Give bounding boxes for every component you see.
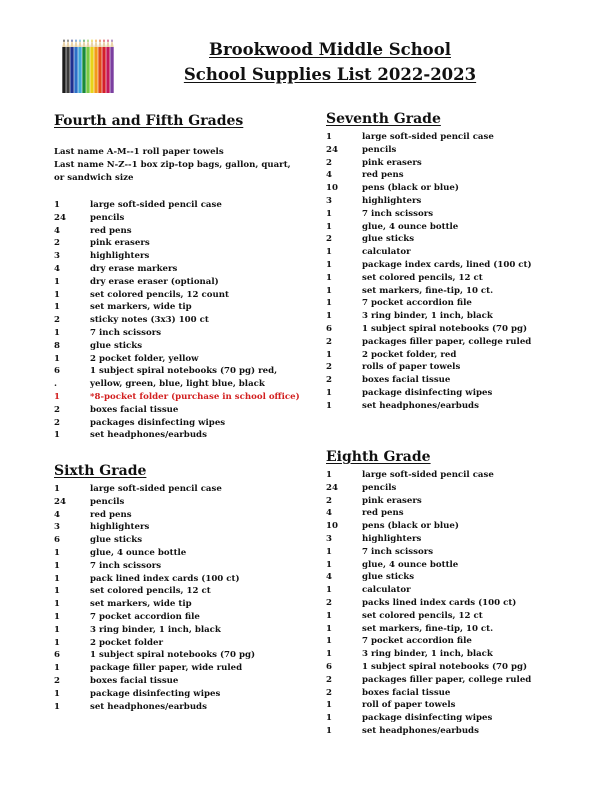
list-item: [54, 675, 294, 688]
list-item: [54, 365, 294, 378]
item-quantity: 24: [54, 496, 66, 507]
list-item: [326, 169, 566, 182]
list-item: [326, 195, 566, 208]
item-quantity: 1: [326, 400, 332, 411]
item-quantity: 1: [326, 623, 332, 634]
item-name: pink erasers: [90, 238, 150, 249]
item-name: glue, 4 ounce bottle: [90, 547, 187, 558]
document-header: [140, 37, 520, 87]
item-name: large soft-sided pencil case: [362, 470, 494, 480]
item-name: set headphones/earbuds: [90, 430, 207, 441]
grade-notes: [54, 146, 294, 185]
list-item: [326, 469, 566, 482]
list-item: [54, 509, 294, 522]
list-item: [54, 496, 294, 509]
item-quantity: 1: [54, 302, 60, 313]
item-name: package filler paper, wide ruled: [90, 663, 243, 674]
item-name: glue, 4 ounce bottle: [362, 559, 459, 570]
item-quantity: 4: [326, 170, 332, 181]
item-quantity: 1: [326, 208, 332, 219]
item-name: boxes facial tissue: [90, 675, 179, 686]
note-line: Last name A-M--1 roll paper towels: [54, 147, 224, 157]
list-item: [326, 571, 566, 584]
list-item: [54, 340, 294, 353]
list-item: [54, 585, 294, 598]
list-item: [326, 546, 566, 559]
item-quantity: 10: [326, 521, 338, 532]
item-name: set colored pencils, 12 ct: [362, 610, 483, 621]
item-name: pencils: [90, 212, 125, 223]
item-name: large soft-sided pencil case: [90, 200, 222, 210]
pencil-lead: [83, 39, 85, 42]
list-item: [326, 635, 566, 648]
item-quantity: 1: [326, 636, 332, 647]
item-quantity: 2: [326, 597, 332, 608]
item-name: pencils: [362, 482, 397, 493]
item-name: glue sticks: [90, 340, 143, 351]
item-quantity: 1: [54, 599, 60, 610]
list-item: [326, 131, 566, 144]
item-quantity: 3: [54, 251, 60, 262]
item-quantity: 1: [326, 649, 332, 660]
pencil-body: [74, 47, 77, 93]
item-quantity: 2: [326, 495, 332, 506]
item-name: pack lined index cards (100 ct): [90, 573, 240, 584]
section-seventh-grade: [326, 110, 566, 413]
list-item: [326, 623, 566, 636]
list-item: [326, 495, 566, 508]
item-name: glue sticks: [90, 535, 143, 546]
list-item: [54, 598, 294, 611]
item-quantity: 1: [54, 547, 60, 558]
list-item: [326, 597, 566, 610]
item-name: glue sticks: [362, 572, 415, 583]
list-item: [326, 157, 566, 170]
colored-pencils-icon: [62, 37, 114, 93]
pencil-lead: [71, 39, 73, 42]
item-name: package index cards, lined (100 ct): [362, 259, 532, 270]
item-quantity: 1: [326, 470, 332, 480]
item-quantity: 2: [326, 362, 332, 373]
item-name: 3 ring binder, 1 inch, black: [362, 649, 493, 660]
pencil-body: [90, 47, 93, 93]
item-quantity: 4: [54, 509, 60, 520]
list-item: [54, 429, 294, 442]
item-quantity: 4: [54, 225, 60, 236]
list-item: [326, 221, 566, 234]
pencil-body: [70, 47, 73, 93]
list-item: [54, 301, 294, 314]
item-name: pink erasers: [362, 157, 422, 168]
item-name: 1 subject spiral notebooks (70 pg): [362, 661, 528, 672]
pencil-body: [86, 47, 89, 93]
item-name: yellow, green, blue, light blue, black: [90, 379, 265, 390]
item-quantity: 1: [326, 311, 332, 322]
pencil-lead: [63, 39, 65, 42]
item-quantity: 2: [54, 315, 60, 326]
list-item: [54, 624, 294, 637]
list-item: [54, 573, 294, 586]
pencil-lead: [99, 39, 101, 42]
item-quantity: 1: [326, 610, 332, 621]
list-item: [54, 417, 294, 430]
item-quantity: 1: [54, 663, 60, 674]
item-name: set headphones/earbuds: [90, 701, 207, 712]
item-quantity: 2: [326, 157, 332, 168]
list-item: [326, 699, 566, 712]
pencil-body: [66, 47, 69, 93]
item-quantity: 1: [54, 200, 60, 210]
list-item: [54, 534, 294, 547]
item-name: set markers, fine-tip, 10 ct.: [362, 623, 494, 634]
item-name: highlighters: [362, 533, 422, 544]
list-item: [326, 349, 566, 362]
item-quantity: 1: [326, 221, 332, 232]
item-quantity: 1: [326, 298, 332, 309]
item-quantity: 1: [326, 725, 332, 736]
item-quantity: 6: [326, 323, 332, 334]
item-name: 7 inch scissors: [90, 560, 162, 571]
item-quantity: 1: [326, 132, 332, 142]
section-fourth-fifth-grades: [54, 112, 300, 442]
list-item: [54, 662, 294, 675]
list-item: [326, 246, 566, 259]
item-quantity: 1: [54, 637, 60, 648]
item-quantity: 1: [54, 560, 60, 571]
item-quantity: 1: [326, 387, 332, 398]
item-quantity: 1: [54, 573, 60, 584]
item-name: red pens: [90, 509, 132, 520]
item-quantity: 1: [54, 353, 60, 364]
item-quantity: 2: [54, 404, 60, 415]
item-name: pens (black or blue): [362, 521, 459, 532]
item-quantity: 2: [326, 336, 332, 347]
item-quantity: 24: [54, 212, 66, 223]
section-title: Eighth Grade: [326, 449, 431, 465]
note-line: Last name N-Z--1 box zip-top bags, gallon, quart,: [54, 160, 291, 170]
item-quantity: 1: [54, 611, 60, 622]
item-name: 1 subject spiral notebooks (70 pg) red,: [90, 366, 278, 377]
list-item: [326, 520, 566, 533]
item-quantity: 6: [326, 661, 332, 672]
item-name: set colored pencils, 12 ct: [362, 272, 483, 283]
item-name: 7 pocket accordion file: [90, 611, 200, 622]
section-title: Fourth and Fifth Grades: [54, 113, 244, 129]
item-quantity: 3: [326, 195, 332, 206]
list-item: [54, 276, 294, 289]
list-item: [326, 584, 566, 597]
pencil-lead: [87, 39, 89, 42]
item-name: 2 pocket folder, red: [362, 349, 457, 360]
list-item: [326, 387, 566, 400]
item-name: 3 ring binder, 1 inch, black: [362, 311, 493, 322]
list-item: [326, 687, 566, 700]
list-item: [326, 272, 566, 285]
list-item: [326, 400, 566, 413]
item-quantity: 1: [326, 559, 332, 570]
item-quantity: 2: [54, 238, 60, 249]
item-name: package disinfecting wipes: [362, 387, 493, 398]
list-item: [326, 533, 566, 546]
item-quantity: 4: [54, 263, 60, 274]
pencil-lead: [75, 39, 77, 42]
item-quantity: 1: [54, 327, 60, 338]
item-name: large soft-sided pencil case: [362, 132, 494, 142]
item-name: set headphones/earbuds: [362, 400, 479, 411]
item-name: highlighters: [90, 522, 150, 533]
item-quantity: 2: [54, 675, 60, 686]
list-item: [326, 361, 566, 374]
list-item: [54, 611, 294, 624]
pencil-lead: [67, 39, 69, 42]
section-title: Sixth Grade: [54, 463, 147, 479]
supply-list: [54, 199, 300, 442]
item-quantity: 8: [54, 340, 60, 351]
pencil-lead: [79, 39, 81, 42]
item-name: set colored pencils, 12 ct: [90, 586, 211, 597]
item-name: pencils: [362, 144, 397, 155]
list-item: [326, 610, 566, 623]
item-quantity: 1: [54, 276, 60, 287]
list-item: [326, 336, 566, 349]
item-quantity: 10: [326, 183, 338, 194]
section-sixth-grade: [54, 462, 294, 713]
list-item: [54, 649, 294, 662]
item-quantity: 1: [326, 272, 332, 283]
list-item: [54, 688, 294, 701]
item-name: dry erase markers: [90, 263, 178, 274]
pencil-body: [98, 47, 101, 93]
item-name: 7 pocket accordion file: [362, 636, 472, 647]
item-name: packages filler paper, college ruled: [362, 674, 532, 685]
item-quantity: 4: [326, 572, 332, 583]
item-name: 2 pocket folder: [90, 637, 164, 648]
list-item: [54, 314, 294, 327]
pencil-body: [106, 47, 109, 93]
pencil-lead: [91, 39, 93, 42]
list-item: [326, 507, 566, 520]
list-item: [54, 560, 294, 573]
list-item: [54, 637, 294, 650]
pencil-body: [102, 47, 105, 93]
item-quantity: 2: [326, 234, 332, 245]
item-quantity: 1: [326, 546, 332, 557]
item-name: set markers, fine-tip, 10 ct.: [362, 285, 494, 296]
list-item: [54, 250, 294, 263]
pencil-lead: [95, 39, 97, 42]
item-quantity: 1: [326, 259, 332, 270]
list-item: [326, 182, 566, 195]
pencil-lead: [111, 39, 113, 42]
list-item: [54, 289, 294, 302]
section-eighth-grade: [326, 448, 566, 738]
item-name: boxes facial tissue: [90, 404, 179, 415]
list-item: [326, 233, 566, 246]
list-item: [326, 712, 566, 725]
item-name: 1 subject spiral notebooks (70 pg): [90, 650, 256, 661]
list-item: [54, 521, 294, 534]
supply-list: [326, 131, 566, 413]
item-quantity: 1: [326, 285, 332, 296]
item-name: packages filler paper, college ruled: [362, 336, 532, 347]
list-item: [326, 323, 566, 336]
supply-list: [54, 483, 294, 713]
item-name: 2 pocket folder, yellow: [90, 353, 199, 364]
item-quantity: 3: [326, 533, 332, 544]
item-name: large soft-sided pencil case: [90, 484, 222, 494]
pencil-body: [78, 47, 81, 93]
item-quantity: 1: [54, 484, 60, 494]
item-quantity: 1: [326, 585, 332, 596]
list-item: [54, 483, 294, 496]
list-item: [326, 374, 566, 387]
pencil-lead: [107, 39, 109, 42]
item-quantity: 24: [326, 482, 338, 493]
list-item: [54, 225, 294, 238]
item-quantity: 2: [326, 674, 332, 685]
list-item: [326, 310, 566, 323]
item-quantity: 1: [326, 247, 332, 258]
item-quantity: 1: [54, 688, 60, 699]
list-item: [326, 144, 566, 157]
item-name: set markers, wide tip: [90, 302, 192, 313]
list-item: [326, 285, 566, 298]
pencil-body: [94, 47, 97, 93]
item-name: roll of paper towels: [362, 700, 456, 711]
section-title: Seventh Grade: [326, 111, 441, 127]
item-quantity: 6: [54, 366, 60, 377]
item-quantity: 1: [326, 713, 332, 724]
item-quantity: 6: [54, 650, 60, 661]
list-item: [326, 725, 566, 738]
pencil-body: [62, 47, 65, 93]
list-item: [326, 208, 566, 221]
item-name: 7 pocket accordion file: [362, 298, 472, 309]
item-name: 7 inch scissors: [362, 546, 434, 557]
list-item: [54, 378, 294, 391]
item-name: boxes facial tissue: [362, 687, 451, 698]
item-name: 3 ring binder, 1 inch, black: [90, 624, 221, 635]
item-quantity: 1: [326, 700, 332, 711]
item-name: glue, 4 ounce bottle: [362, 221, 459, 232]
item-quantity: 1: [54, 430, 60, 441]
list-title: School Supplies List 2022-2023: [183, 65, 477, 84]
list-item: [326, 674, 566, 687]
item-name: 7 inch scissors: [362, 208, 434, 219]
list-item: [54, 547, 294, 560]
list-item: [54, 327, 294, 340]
item-name: sticky notes (3x3) 100 ct: [90, 315, 209, 326]
item-name: packages disinfecting wipes: [90, 417, 226, 428]
item-quantity: .: [54, 379, 57, 390]
item-quantity: 2: [326, 375, 332, 386]
item-name: set headphones/earbuds: [362, 725, 479, 736]
item-quantity: 6: [54, 535, 60, 546]
item-name: set markers, wide tip: [90, 599, 192, 610]
item-name: *8-pocket folder (purchase in school office): [90, 391, 300, 402]
item-name: red pens: [362, 508, 404, 519]
item-quantity: 1: [54, 391, 60, 402]
pencil-body: [82, 47, 85, 93]
item-quantity: 1: [54, 701, 60, 712]
item-name: pink erasers: [362, 495, 422, 506]
item-name: pencils: [90, 496, 125, 507]
item-quantity: 1: [54, 624, 60, 635]
list-item: [54, 212, 294, 225]
list-item: [54, 263, 294, 276]
list-item: [54, 237, 294, 250]
item-name: dry erase eraser (optional): [90, 276, 219, 287]
list-item: [326, 259, 566, 272]
list-item: [326, 648, 566, 661]
list-item: [54, 701, 294, 714]
item-quantity: 1: [54, 586, 60, 597]
pencil-lead: [103, 39, 105, 42]
note-line: or sandwich size: [54, 173, 134, 183]
item-name: rolls of paper towels: [362, 362, 461, 373]
supply-list: [326, 469, 566, 738]
item-quantity: 24: [326, 144, 338, 155]
item-name: highlighters: [362, 195, 422, 206]
item-quantity: 4: [326, 508, 332, 519]
item-name: packs lined index cards (100 ct): [362, 597, 517, 608]
pencil-body: [110, 47, 113, 93]
list-item: [326, 559, 566, 572]
item-name: 1 subject spiral notebooks (70 pg): [362, 323, 528, 334]
item-name: set colored pencils, 12 count: [90, 289, 229, 300]
item-name: boxes facial tissue: [362, 375, 451, 386]
list-item: [326, 482, 566, 495]
item-quantity: 3: [54, 522, 60, 533]
item-name: red pens: [362, 170, 404, 181]
item-name: highlighters: [90, 251, 150, 262]
list-item: [326, 297, 566, 310]
item-name: calculator: [362, 585, 411, 596]
item-quantity: 2: [326, 687, 332, 698]
list-item: [54, 391, 300, 404]
item-name: red pens: [90, 225, 132, 236]
list-item: [54, 404, 294, 417]
school-name: Brookwood Middle School: [209, 40, 451, 59]
item-name: package disinfecting wipes: [362, 713, 493, 724]
list-item: [326, 661, 566, 674]
item-name: pens (black or blue): [362, 183, 459, 194]
item-quantity: 1: [54, 289, 60, 300]
list-item: [54, 353, 294, 366]
list-item: [54, 199, 294, 212]
item-quantity: 1: [326, 349, 332, 360]
item-quantity: 2: [54, 417, 60, 428]
item-name: package disinfecting wipes: [90, 688, 221, 699]
item-name: calculator: [362, 247, 411, 258]
item-name: 7 inch scissors: [90, 327, 162, 338]
item-name: glue sticks: [362, 234, 415, 245]
